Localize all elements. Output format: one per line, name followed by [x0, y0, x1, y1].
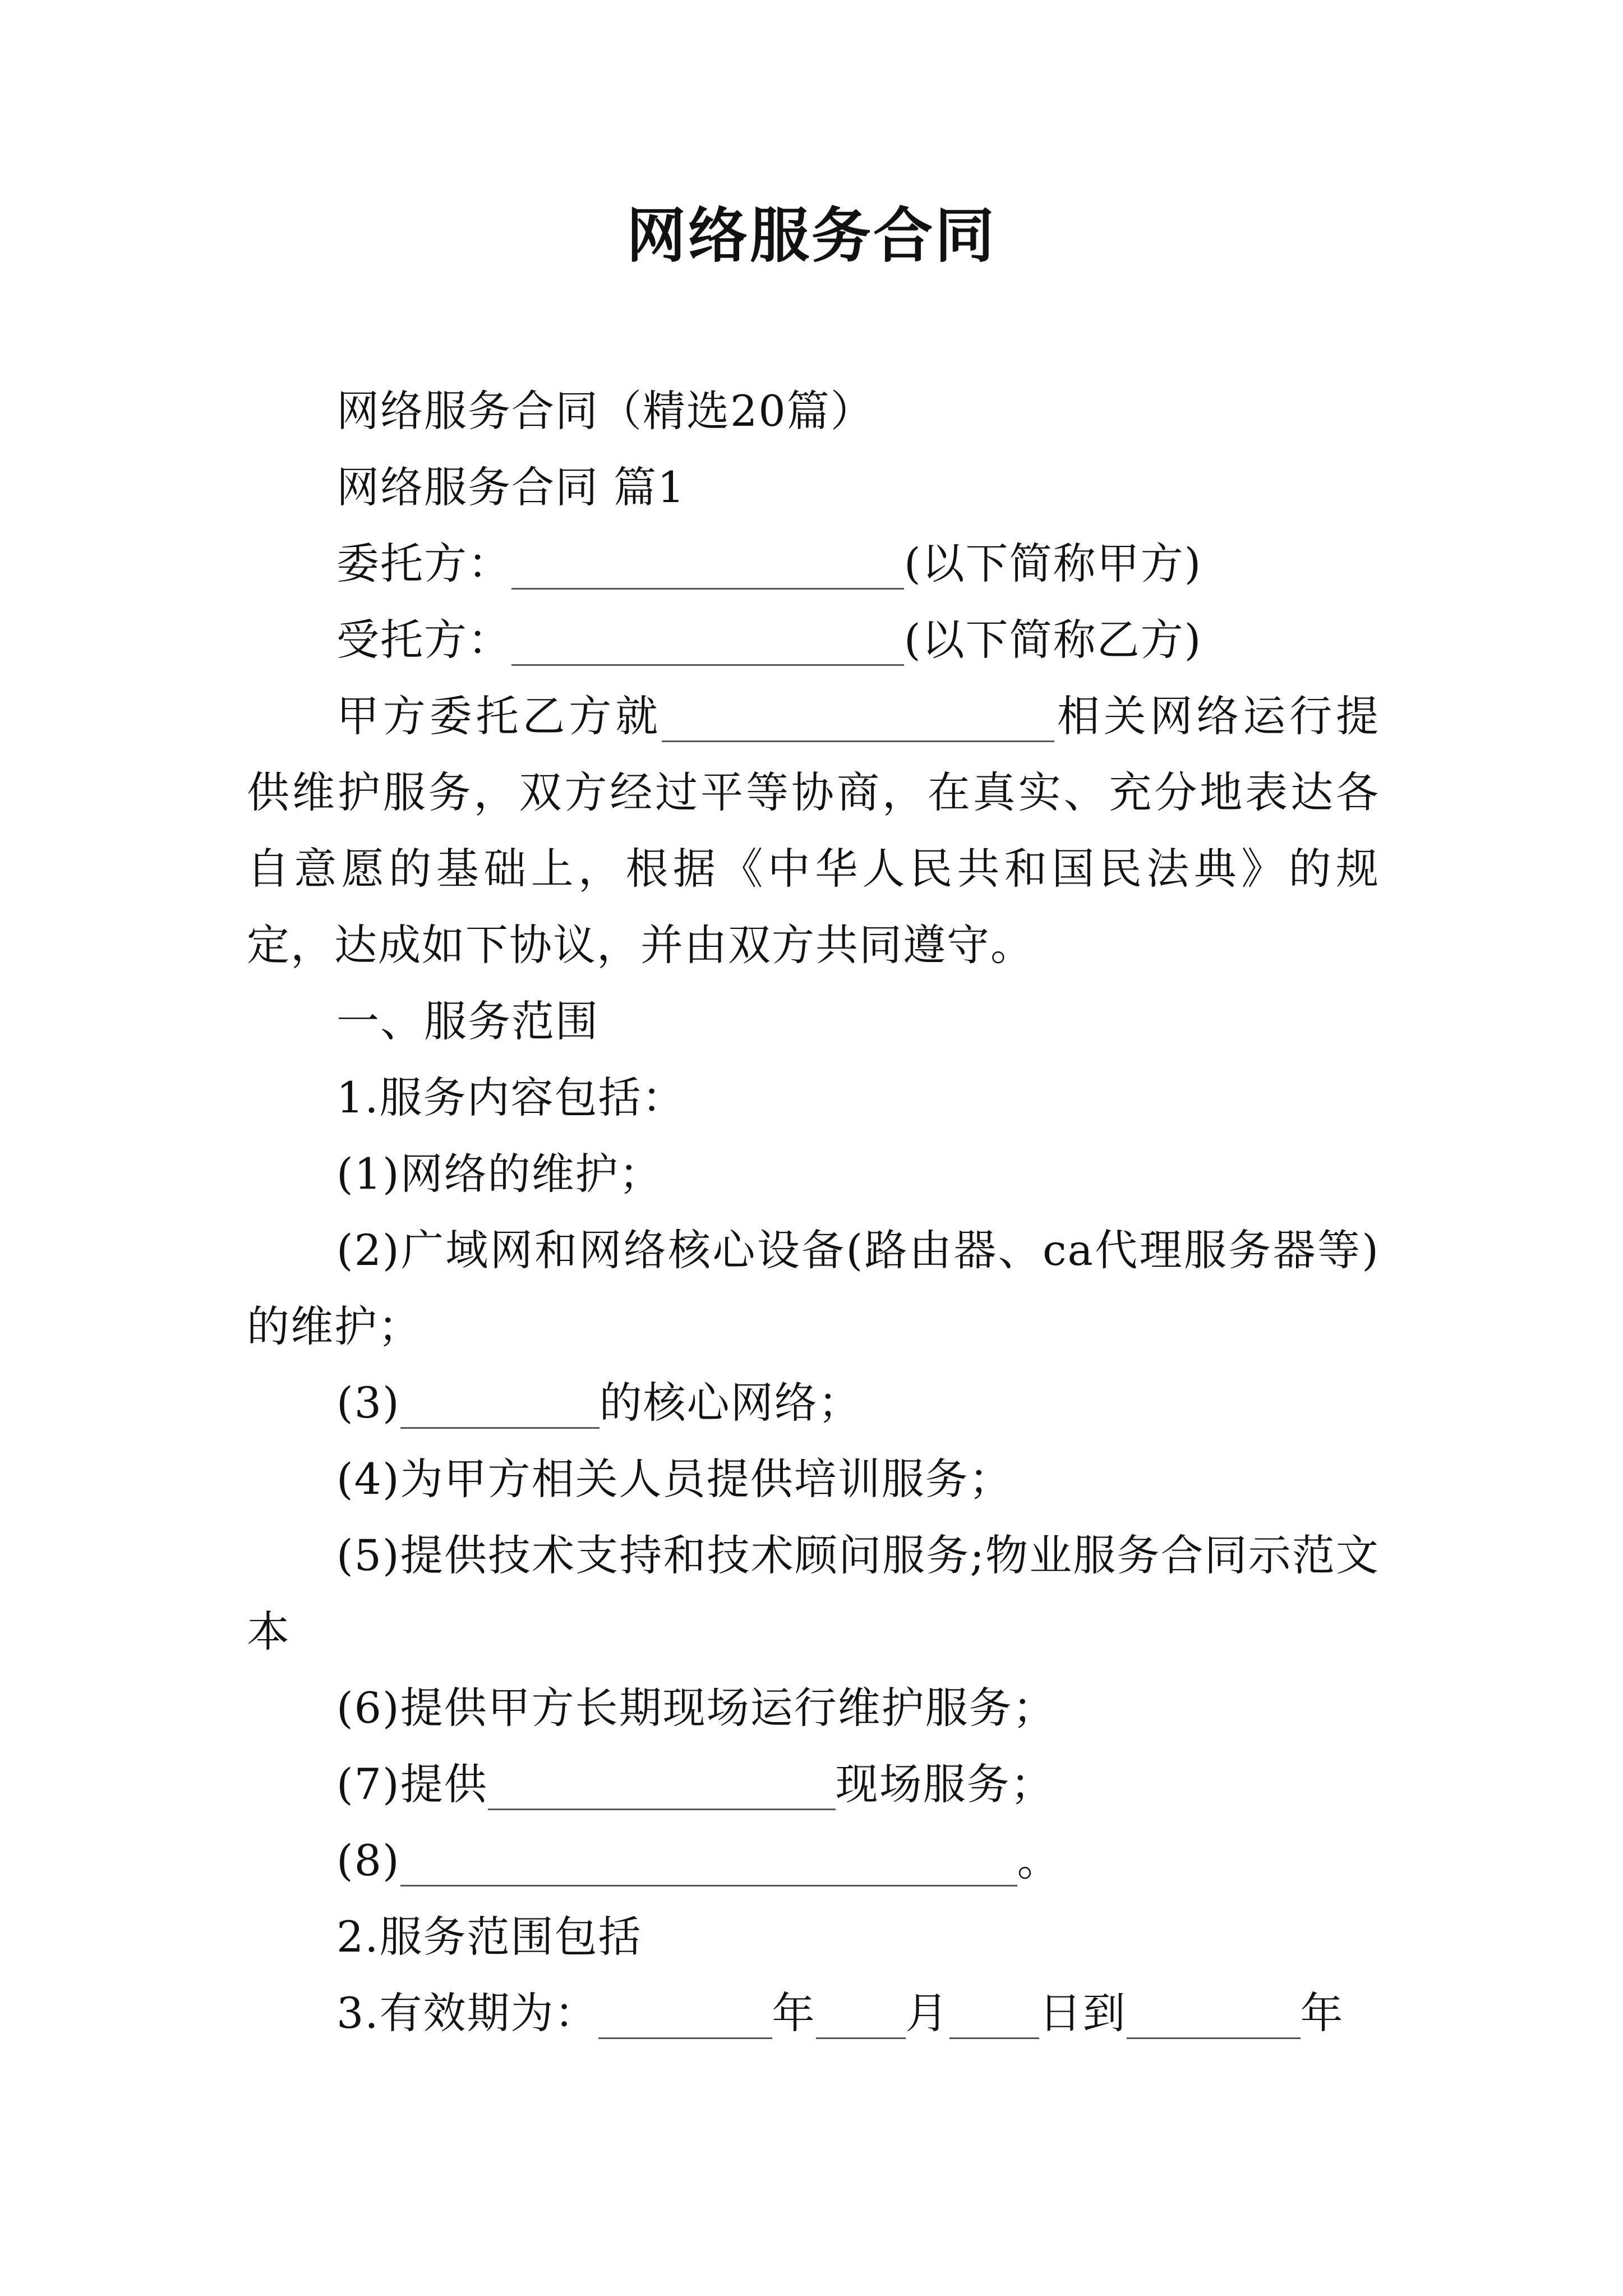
document-title: 网络服务合同 — [626, 200, 997, 270]
sub-item-4 — [247, 1441, 1380, 1517]
subtitle-line — [247, 373, 1380, 449]
sub-item-5-text: (5)提供技术支持和技术顾问服务;物业服务合同示范文本 — [247, 1530, 1380, 1657]
sub-item-7-suffix: 现场服务； — [835, 1759, 1054, 1809]
item-3-line — [247, 1975, 1380, 2051]
sub-item-3-suffix: 的核心网络； — [599, 1378, 862, 1428]
sub-item-6-text: (6)提供甲方长期现场运行维护服务； — [336, 1683, 1057, 1733]
sub-item-7-prefix: (7)提供 — [336, 1759, 488, 1809]
scope-heading-text: 一、服务范围 — [336, 996, 599, 1046]
agent-line — [247, 602, 1380, 678]
sub-item-8-prefix: (8) — [336, 1835, 400, 1885]
sub-item-7-blank — [488, 1760, 836, 1810]
section-heading-line — [247, 449, 1380, 526]
sub-item-7 — [247, 1746, 1380, 1823]
start-year-blank — [598, 1989, 772, 2039]
start-day-label: 日到 — [1039, 1988, 1127, 2038]
start-month-label: 月 — [905, 1988, 949, 2038]
sub-item-2-text: (2)广域网和网络核心设备(路由器、ca代理服务器等)的维护； — [247, 1225, 1380, 1351]
intro-prefix: 甲方委托乙方就 — [336, 691, 662, 741]
principal-suffix: (以下简称甲方) — [904, 539, 1202, 588]
sub-item-4-text: (4)为甲方相关人员提供培训服务； — [336, 1454, 1013, 1504]
intro-paragraph — [247, 678, 1380, 983]
agent-name-blank — [511, 616, 904, 666]
end-year-blank — [1127, 1989, 1301, 2039]
sub-item-3 — [247, 1365, 1380, 1441]
sub-item-8-suffix: 。 — [1017, 1835, 1061, 1885]
intro-rest: 相关网络运行提供维护服务，双方经过平等协商，在真实、充分地表达各自意愿的基础上，根据《中华人民共和国民法典》的规定，达成如下协议，并由双方共同遵守。 — [247, 691, 1380, 970]
subtitle-text: 网络服务合同（精选20篇） — [336, 386, 874, 436]
sub-item-2 — [247, 1212, 1380, 1365]
sub-item-3-blank — [400, 1379, 600, 1429]
end-year-label: 年 — [1300, 1988, 1344, 2038]
sub-item-3-prefix: (3) — [336, 1378, 400, 1428]
start-month-blank — [816, 1989, 906, 2039]
principal-line — [247, 526, 1380, 602]
sub-item-1-text: (1)网络的维护； — [336, 1149, 663, 1199]
item-1-text: 1.服务内容包括： — [336, 1073, 686, 1122]
start-day-blank — [949, 1989, 1039, 2039]
principal-label: 委托方： — [336, 539, 511, 588]
sub-item-6 — [247, 1670, 1380, 1746]
agent-suffix: (以下简称乙方) — [904, 615, 1202, 665]
item-2-line — [247, 1899, 1380, 1975]
agent-label: 受托方： — [336, 615, 511, 665]
intro-subject-blank — [662, 692, 1054, 742]
item-1-line — [247, 1060, 1380, 1136]
sub-item-8 — [247, 1823, 1380, 1899]
sub-item-5 — [247, 1517, 1380, 1670]
section-heading-text: 网络服务合同 篇1 — [336, 462, 686, 512]
start-year-label: 年 — [772, 1988, 816, 2038]
sub-item-8-blank — [400, 1837, 1017, 1887]
scope-heading-line — [247, 983, 1380, 1060]
sub-item-1 — [247, 1136, 1380, 1212]
item-3-prefix: 3.有效期为： — [336, 1988, 598, 2038]
item-2-text: 2.服务范围包括 — [336, 1912, 642, 1962]
document-body — [247, 373, 1380, 2051]
principal-name-blank — [511, 540, 904, 590]
